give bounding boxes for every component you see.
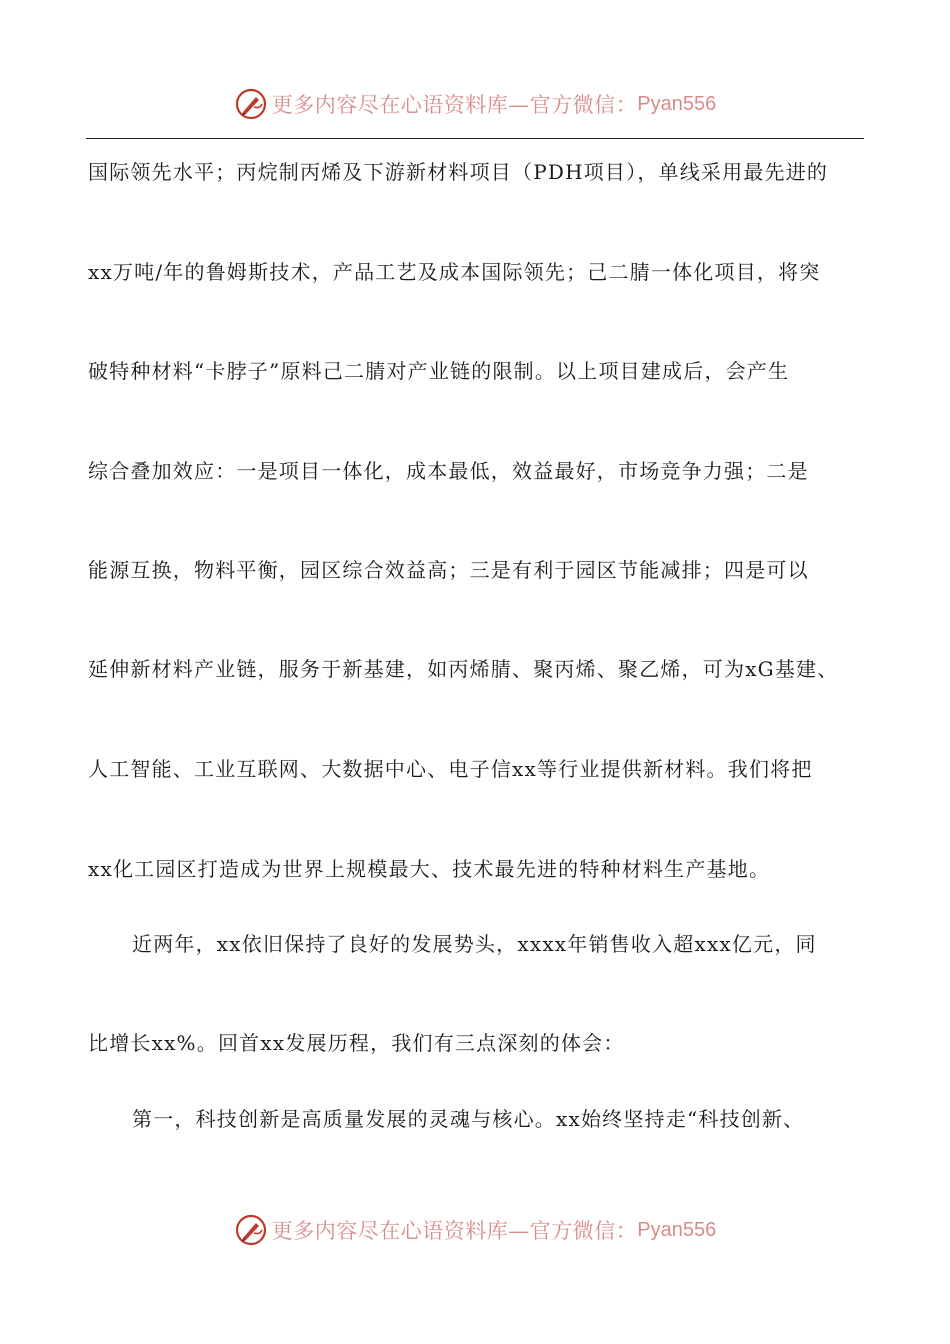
body-line-8: xx化工园区打造成为世界上规模最大、技术最先进的特种材料生产基地。: [88, 857, 771, 881]
pen-logo-icon: [234, 1213, 268, 1247]
pen-logo-icon: [234, 87, 268, 121]
footer-brand-text: 更多内容尽在心语资料库—官方微信：: [271, 1219, 638, 1243]
body-line-4: 综合叠加效应：一是项目一体化，成本最低，效益最好，市场竞争力强；二是: [88, 459, 809, 483]
header-wechat-id: Pyan556: [637, 92, 717, 115]
body-line-10: 比增长xx%。回首xx发展历程，我们有三点深刻的体会：: [88, 1031, 625, 1055]
body-line-1: 国际领先水平；丙烷制丙烯及下游新材料项目（PDH项目），单线采用最先进的: [88, 160, 829, 184]
body-line-7: 人工智能、工业互联网、大数据中心、电子信xx等行业提供新材料。我们将把: [88, 757, 813, 781]
body-line-9: 近两年，xx依旧保持了良好的发展势头，xxxx年销售收入超xxx亿元，同: [132, 932, 817, 956]
body-line-2: xx万吨/年的鲁姆斯技术，产品工艺及成本国际领先；己二腈一体化项目，将突: [88, 260, 821, 284]
body-line-3: 破特种材料“卡脖子”原料己二腈对产业链的限制。以上项目建成后，会产生: [88, 359, 790, 383]
body-line-11: 第一，科技创新是高质量发展的灵魂与核心。xx始终坚持走“科技创新、: [132, 1107, 805, 1131]
footer-watermark: [0, 1210, 950, 1250]
header-watermark: [0, 84, 950, 124]
header-divider: [86, 138, 864, 139]
footer-wechat-id: Pyan556: [637, 1218, 717, 1241]
header-brand-text: 更多内容尽在心语资料库—官方微信：: [271, 93, 638, 117]
body-line-5: 能源互换，物料平衡，园区综合效益高；三是有利于园区节能减排；四是可以: [88, 558, 809, 582]
body-line-6: 延伸新材料产业链，服务于新基建，如丙烯腈、聚丙烯、聚乙烯，可为xG基建、: [88, 657, 839, 681]
